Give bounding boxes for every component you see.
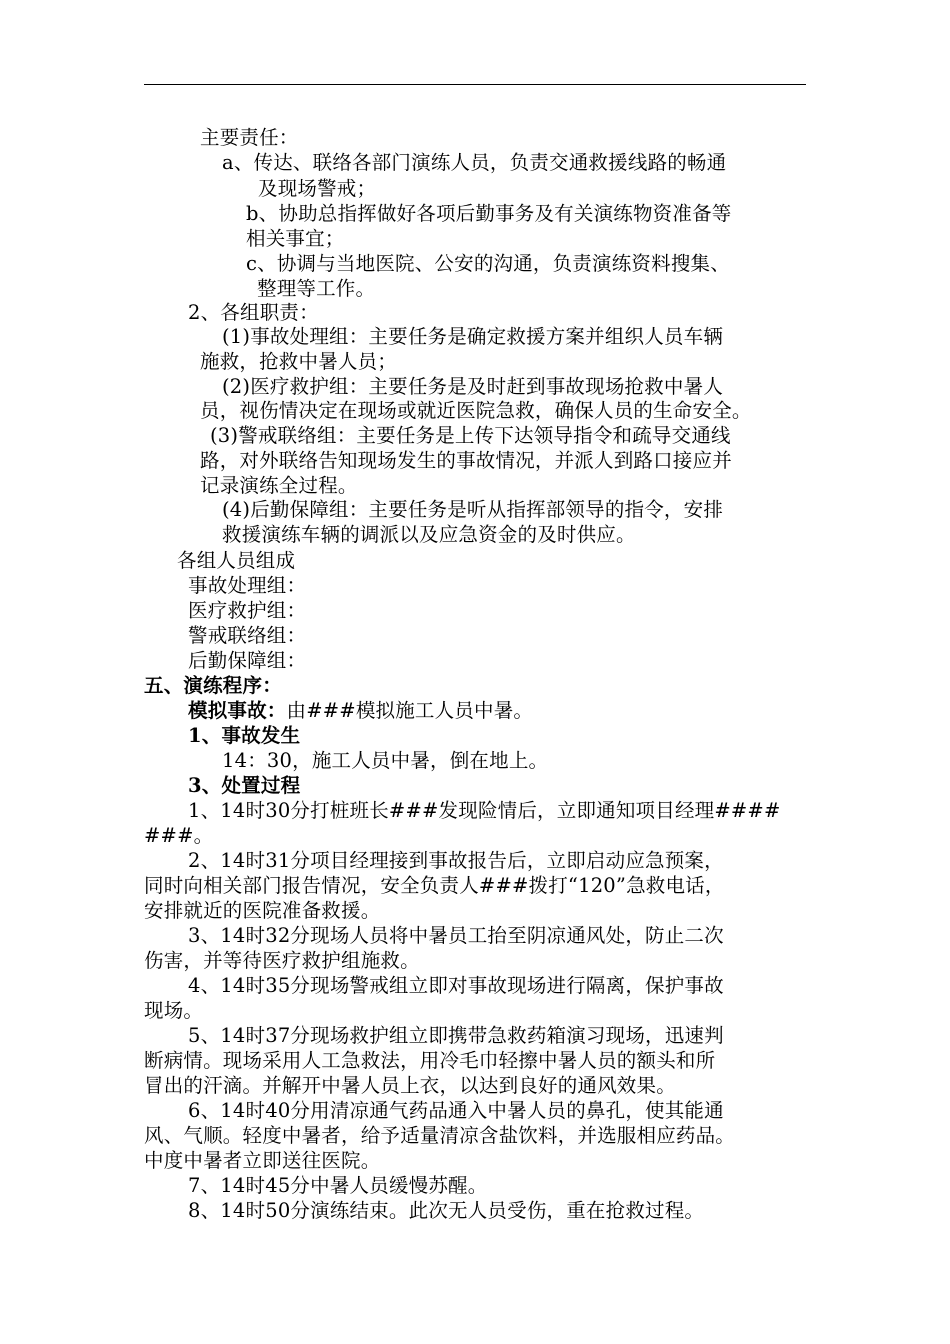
text-line: c、协调与当地医院、公安的沟通，负责演练资料搜集、 [246, 252, 730, 275]
text-line: 7、14时45分中暑人员缓慢苏醒。 [188, 1174, 488, 1197]
text-line: 路，对外联络告知现场发生的事故情况，并派人到路口接应并 [200, 449, 732, 472]
label-bold: 模拟事故： [188, 699, 287, 722]
text-line: 风、气顺。轻度中暑者，给予适量清凉含盐饮料，并选服相应药品。 [144, 1124, 736, 1147]
text-line: 1、14时30分打桩班长###发现险情后，立即通知项目经理#### [188, 799, 781, 822]
text-line: 8、14时50分演练结束。此次无人员受伤，重在抢救过程。 [188, 1199, 705, 1222]
text-line: (3)警戒联络组：主要任务是上传下达领导指令和疏导交通线 [210, 424, 731, 447]
text-line: b、协助总指挥做好各项后勤事务及有关演练物资准备等 [246, 202, 732, 225]
text-line [188, 699, 533, 723]
text-line: 断病情。现场采用人工急救法，用冷毛巾轻擦中暑人员的额头和所 [144, 1049, 716, 1072]
text-line: 施救，抢救中暑人员； [200, 350, 398, 373]
text-line: 同时向相关部门报告情况，安全负责人###拨打“120”急救电话， [144, 874, 725, 897]
text-line: 14：30，施工人员中暑，倒在地上。 [222, 749, 549, 772]
text-line: 冒出的汗滴。并解开中暑人员上衣，以达到良好的通风效果。 [144, 1074, 676, 1097]
text-line: 事故处理组： [188, 574, 307, 597]
text-line: 5、14时37分现场救护组立即携带急救药箱演习现场，迅速判 [188, 1024, 724, 1047]
text-line: 医疗救护组： [188, 599, 307, 622]
text-line: 中度中暑者立即送往医院。 [144, 1149, 381, 1172]
text-line: 后勤保障组： [188, 649, 307, 672]
text-line: (4)后勤保障组：主要任务是听从指挥部领导的指令，安排 [222, 498, 724, 521]
section-heading: 五、演练程序： [144, 674, 282, 697]
subsection-heading: 3、处置过程 [188, 774, 301, 797]
text-line: 安排就近的医院准备救援。 [144, 899, 381, 922]
text-line: 整理等工作。 [257, 277, 376, 300]
text-line: 主要责任： [200, 126, 299, 149]
text-line: 员，视伤情决定在现场或就近医院急救，确保人员的生命安全。 [200, 399, 752, 422]
text-line: 相关事宜； [246, 227, 345, 250]
text-line: a、传达、联络各部门演练人员，负责交通救援线路的畅通 [222, 151, 727, 174]
text-line: 各组人员组成 [177, 549, 296, 572]
text-line: 警戒联络组： [188, 624, 307, 647]
text-line: 及现场警戒； [258, 177, 377, 200]
text-line: 现场。 [144, 999, 204, 1022]
subsection-heading: 1、事故发生 [188, 724, 301, 747]
text-line: 4、14时35分现场警戒组立即对事故现场进行隔离，保护事故 [188, 974, 724, 997]
text-inline: 由###模拟施工人员中暑。 [286, 699, 534, 722]
text-line: 记录演练全过程。 [200, 474, 358, 497]
text-line: 6、14时40分用清凉通气药品通入中暑人员的鼻孔，使其能通 [188, 1099, 724, 1122]
text-line: 3、14时32分现场人员将中暑员工抬至阴凉通风处，防止二次 [188, 924, 724, 947]
text-line: 2、14时31分项目经理接到事故报告后，立即启动应急预案， [188, 849, 724, 872]
text-line: (1)事故处理组：主要任务是确定救援方案并组织人员车辆 [222, 325, 724, 348]
text-line: ###。 [144, 824, 214, 847]
section-heading: 2、各组职责： [188, 301, 319, 324]
text-line: (2)医疗救护组：主要任务是及时赶到事故现场抢救中暑人 [222, 375, 724, 398]
text-line: 救援演练车辆的调派以及应急资金的及时供应。 [222, 523, 636, 546]
text-line: 伤害，并等待医疗救护组施救。 [144, 949, 420, 972]
